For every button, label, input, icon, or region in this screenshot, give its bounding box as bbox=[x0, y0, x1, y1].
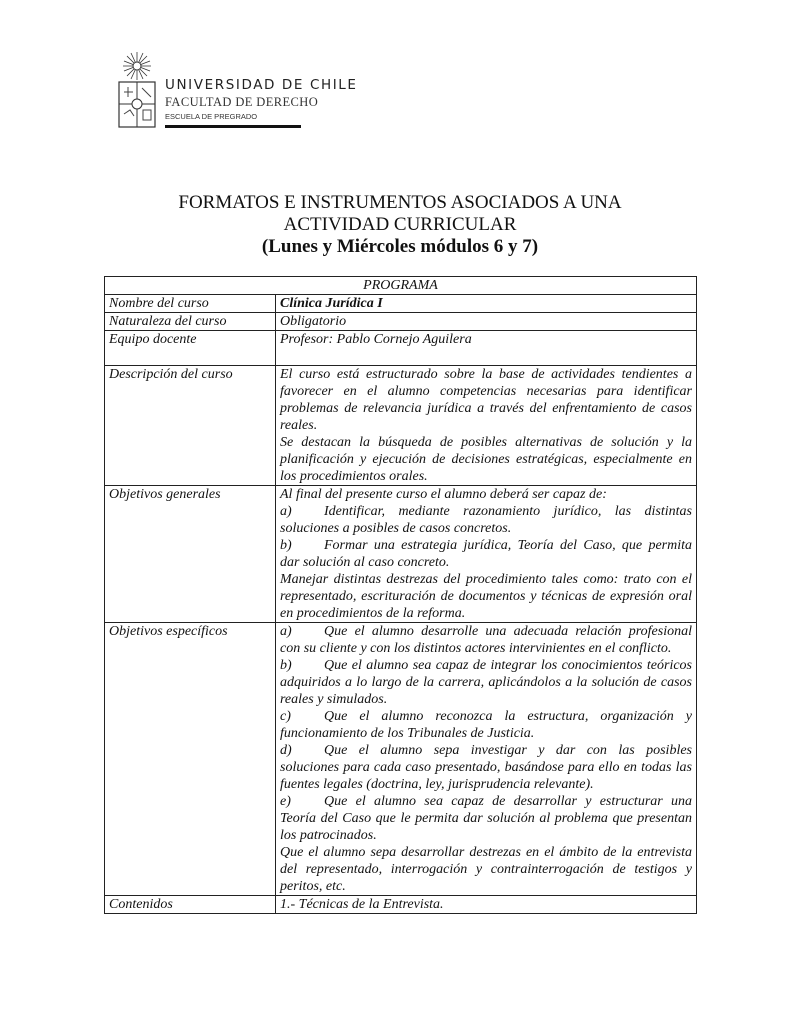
list-marker: a) bbox=[280, 624, 292, 639]
list-marker: d) bbox=[280, 743, 292, 758]
title-line-2: ACTIVIDAD CURRICULAR bbox=[283, 214, 517, 235]
row-value-line: planificación y ejecución de decisiones estratégicas, especialmente en bbox=[280, 452, 692, 467]
list-marker: e) bbox=[280, 794, 291, 809]
row-value-line: representado, escrituración de documentos y técnicas de expresión oral bbox=[280, 589, 692, 604]
row-value-line bbox=[280, 623, 692, 640]
row-value bbox=[276, 896, 697, 914]
row-value-text: Clínica Jurídica I bbox=[280, 296, 383, 311]
list-marker: a) bbox=[280, 504, 292, 519]
row-label: Nombre del curso bbox=[105, 295, 276, 313]
list-marker: c) bbox=[280, 709, 291, 724]
table-row bbox=[105, 366, 697, 486]
program-table bbox=[104, 276, 697, 914]
title-line-3: (Lunes y Miércoles módulos 6 y 7) bbox=[261, 236, 539, 257]
row-value-line: El curso está estructurado sobre la base de actividades tendientes a bbox=[280, 367, 692, 382]
university-crest-icon bbox=[116, 50, 158, 130]
university-logo bbox=[116, 50, 358, 130]
table-header: PROGRAMA bbox=[105, 277, 697, 295]
row-value-line: los procedimientos orales. bbox=[280, 469, 428, 484]
row-label: Equipo docente bbox=[105, 331, 276, 366]
table-row bbox=[105, 295, 697, 313]
row-value bbox=[276, 331, 697, 366]
row-label: Naturaleza del curso bbox=[105, 313, 276, 331]
row-value-line: problemas de relevancia jurídica a través del enfrentamiento de casos bbox=[280, 401, 692, 416]
faculty-name: FACULTAD DE DERECHO bbox=[165, 95, 319, 109]
row-value-line bbox=[280, 503, 692, 520]
row-value bbox=[276, 366, 697, 486]
row-value-line: fuentes legales (doctrina, ley, jurisprudencia relevante). bbox=[280, 777, 594, 792]
table-row bbox=[105, 623, 697, 896]
row-value-line: soluciones para cada caso presentado, basándose para ello en todas las bbox=[280, 760, 692, 775]
row-value-line: dar solución al caso concreto. bbox=[280, 555, 450, 570]
school-name: ESCUELA DE PREGRADO bbox=[165, 112, 258, 121]
table-row bbox=[105, 486, 697, 623]
row-value-line bbox=[280, 708, 692, 725]
row-value-line: favorecer en el alumno competencias necesarias para identificar bbox=[280, 384, 692, 399]
row-value bbox=[276, 295, 697, 313]
row-label: Descripción del curso bbox=[105, 366, 276, 486]
row-value-line: reales y simulados. bbox=[280, 692, 388, 707]
row-value-text: Profesor: Pablo Cornejo Aguilera bbox=[280, 332, 472, 347]
row-value-line: del representado, interrogación y contrainterrogación de testigos y bbox=[280, 862, 692, 877]
university-name: UNIVERSIDAD DE CHILE bbox=[165, 77, 358, 93]
row-value bbox=[276, 313, 697, 331]
row-value-line: Que el alumno sepa desarrollar destrezas en el ámbito de la entrevista bbox=[280, 845, 692, 860]
list-marker: b) bbox=[280, 538, 292, 553]
list-text: Que el alumno reconozca la estructura, organización y bbox=[324, 709, 692, 724]
list-text: Que el alumno sea capaz de desarrollar y estructurar una bbox=[324, 794, 692, 809]
logo-divider bbox=[165, 125, 301, 128]
list-text: Identificar, mediante razonamiento jurídico, las distintas bbox=[324, 504, 692, 519]
row-value-line: Se destacan la búsqueda de posibles alternativas de solución y la bbox=[280, 435, 692, 450]
row-value-line bbox=[280, 793, 692, 810]
row-value-line: los patrocinados. bbox=[280, 828, 377, 843]
row-value-text: Obligatorio bbox=[280, 314, 347, 329]
row-value-line: reales. bbox=[280, 418, 318, 433]
row-value-line: adquiridos a lo largo de la carrera, aplicándolos a la solución de casos bbox=[280, 675, 692, 690]
row-label: Objetivos generales bbox=[105, 486, 276, 623]
row-value-line bbox=[280, 657, 692, 674]
row-value-line: Manejar distintas destrezas del procedimiento tales como: trato con el bbox=[280, 572, 692, 587]
list-text: Que el alumno desarrolle una adecuada relación profesional bbox=[324, 624, 692, 639]
row-value-line: Al final del presente curso el alumno deberá ser capaz de: bbox=[280, 487, 607, 502]
list-marker: b) bbox=[280, 658, 292, 673]
row-value-line: en procedimientos de la reforma. bbox=[280, 606, 466, 621]
row-value-line bbox=[280, 742, 692, 759]
row-label: Contenidos bbox=[105, 896, 276, 914]
table-row bbox=[105, 331, 697, 366]
row-value-line bbox=[280, 537, 692, 554]
row-value-line: soluciones a posibles de casos concretos. bbox=[280, 521, 512, 536]
title-line-1: FORMATOS E INSTRUMENTOS ASOCIADOS A UNA bbox=[178, 192, 622, 213]
table-row bbox=[105, 896, 697, 914]
list-text: Que el alumno sepa investigar y dar con las posibles bbox=[324, 743, 692, 758]
row-value-line: peritos, etc. bbox=[280, 879, 346, 894]
row-value bbox=[276, 623, 697, 896]
row-label: Objetivos específicos bbox=[105, 623, 276, 896]
table-row bbox=[105, 313, 697, 331]
row-value-line: funcionamiento de los Tribunales de Justicia. bbox=[280, 726, 535, 741]
row-value bbox=[276, 486, 697, 623]
table-header-row bbox=[105, 277, 697, 295]
list-text: Formar una estrategia jurídica, Teoría del Caso, que permita bbox=[324, 538, 692, 553]
list-text: Que el alumno sea capaz de integrar los conocimientos teóricos bbox=[324, 658, 692, 673]
row-value-line: Teoría del Caso que le permita dar solución al problema que presentan bbox=[280, 811, 692, 826]
row-value-line: con su cliente y con los distintos actores intervinientes en el conflicto. bbox=[280, 641, 672, 656]
document-title bbox=[0, 192, 800, 258]
row-value-text: 1.- Técnicas de la Entrevista. bbox=[280, 897, 444, 912]
